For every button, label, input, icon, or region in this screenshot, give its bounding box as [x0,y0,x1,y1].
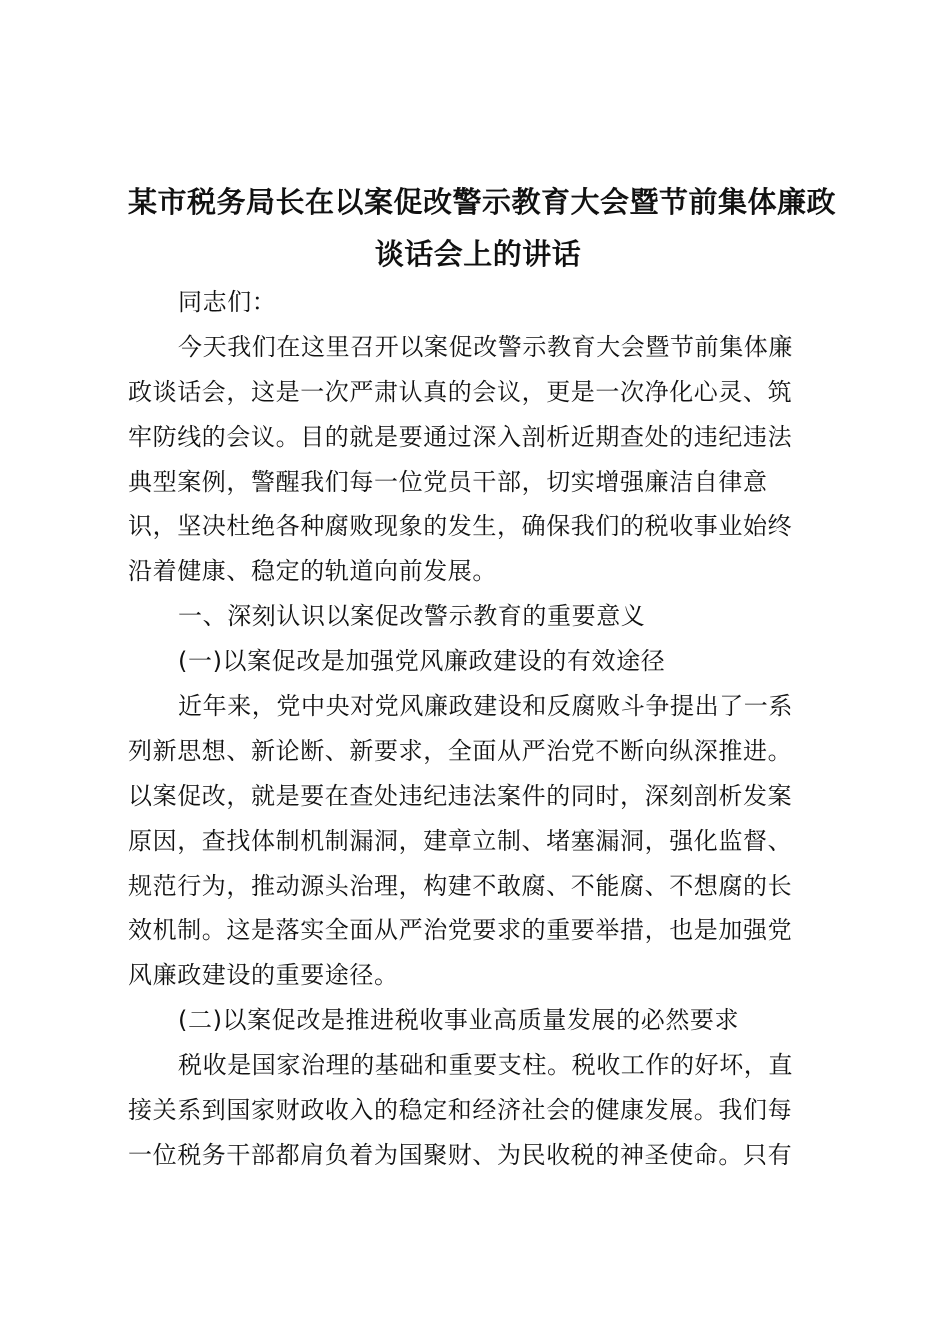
paragraph-line: 近年来，党中央对党风廉政建设和反腐败斗争提出了一系 [178,692,793,721]
document-title [128,176,837,280]
paragraph-line: 原因，查找体制机制漏洞，建章立制、堵塞漏洞，强化监督、 [128,826,793,855]
paragraph-line: 效机制。这是落实全面从严治党要求的重要举措，也是加强党 [128,916,793,945]
paragraph-line: 沿着健康、稳定的轨道向前发展。 [128,557,497,586]
paragraph-line: 列新思想、新论断、新要求，全面从严治党不断向纵深推进。 [128,736,793,765]
paragraph-line: 以案促改，就是要在查处违纪违法案件的同时，深刻剖析发案 [128,781,793,810]
paragraph-line: 政谈话会，这是一次严肃认真的会议，更是一次净化心灵、筑 [128,377,793,406]
paragraph-line: 规范行为，推动源头治理，构建不敢腐、不能腐、不想腐的长 [128,871,793,900]
section-heading: 一、深刻认识以案促改警示教育的重要意义 [178,602,646,631]
paragraph-line: 牢防线的会议。目的就是要通过深入剖析近期查处的违纪违法 [128,422,793,451]
paragraph-line: 一位税务干部都肩负着为国聚财、为民收税的神圣使命。只有 [128,1140,793,1169]
title-line-1: 某市税务局长在以案促改警示教育大会暨节前集体廉政 [128,185,837,219]
paragraph-line: 接关系到国家财政收入的稳定和经济社会的健康发展。我们每 [128,1096,793,1125]
title-line-2: 谈话会上的讲话 [374,237,582,271]
paragraph-line: 识，坚决杜绝各种腐败现象的发生，确保我们的税收事业始终 [128,512,793,541]
subsection-heading: (二)以案促改是推进税收事业高质量发展的必然要求 [178,1006,740,1035]
paragraph-line: 风廉政建设的重要途径。 [128,961,399,990]
document-body [128,280,824,1178]
subsection-heading: (一)以案促改是加强党风廉政建设的有效途径 [178,647,666,676]
paragraph-line: 典型案例，警醒我们每一位党员干部，切实增强廉洁自律意 [128,467,768,496]
paragraph-line: 今天我们在这里召开以案促改警示教育大会暨节前集体廉 [178,332,793,361]
salutation: 同志们： [178,288,277,316]
paragraph-line: 税收是国家治理的基础和重要支柱。税收工作的好坏，直 [178,1051,793,1080]
